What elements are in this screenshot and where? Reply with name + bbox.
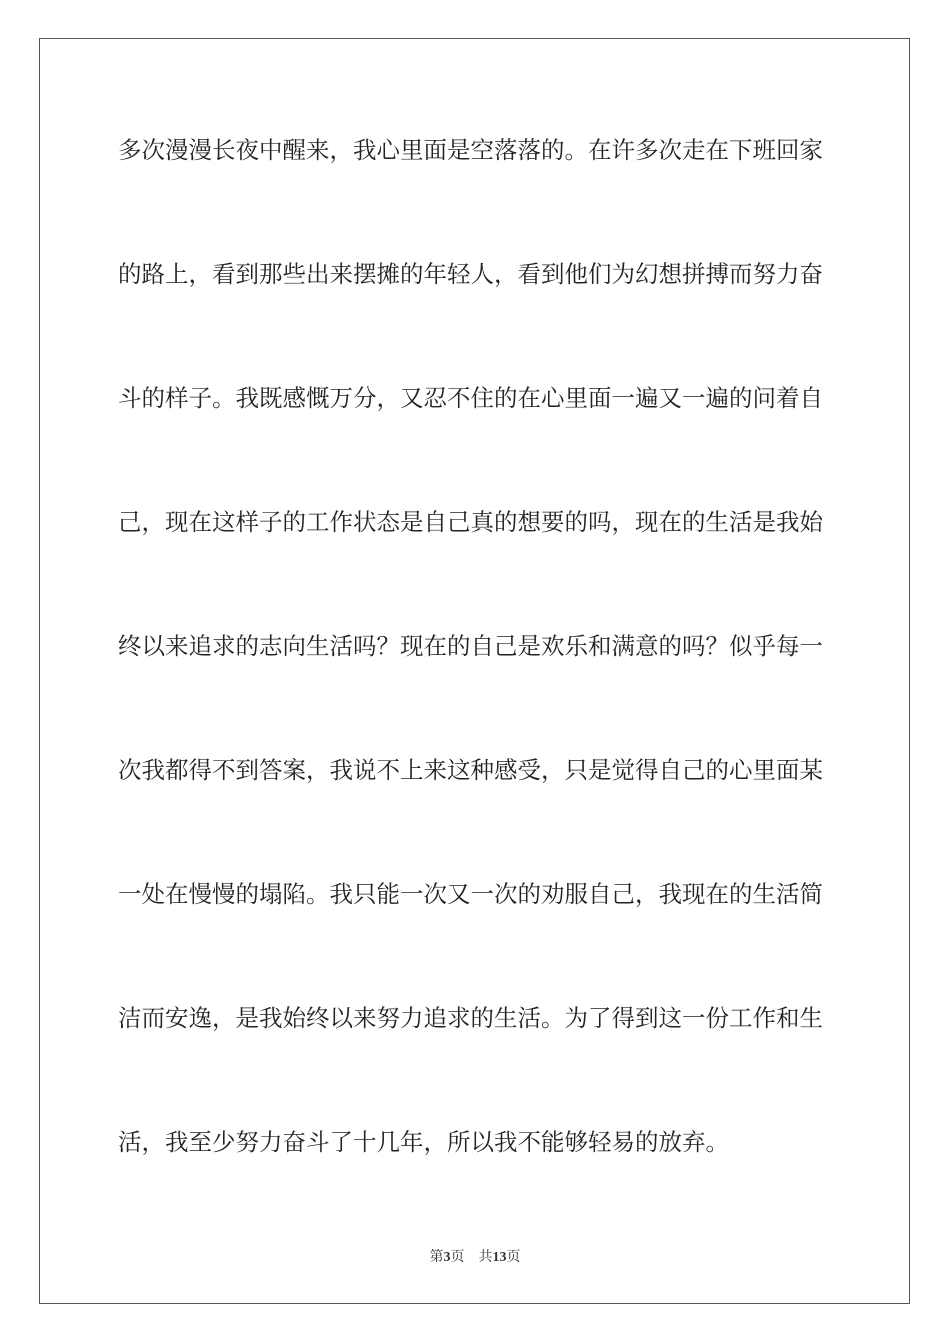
page-border <box>39 38 910 1304</box>
page-prefix: 第 <box>429 1249 444 1265</box>
text-line: 活，我至少努力奋斗了十几年，所以我不能够轻易的放弃。 <box>118 1128 729 1156</box>
total-suffix: 页 <box>506 1249 521 1265</box>
total-prefix: 共 <box>478 1249 493 1265</box>
text-line: 一处在慢慢的塌陷。我只能一次又一次的劝服自己，我现在的生活简 <box>118 880 823 908</box>
text-line: 终以来追求的志向生活吗？现在的自己是欢乐和满意的吗？似乎每一 <box>118 632 823 660</box>
text-line: 的路上，看到那些出来摆摊的年轻人，看到他们为幻想拼搏而努力奋 <box>118 260 823 288</box>
page-suffix: 页 <box>450 1249 465 1265</box>
page-footer <box>0 1246 950 1266</box>
text-line: 多次漫漫长夜中醒来，我心里面是空落落的。在许多次走在下班回家 <box>118 136 823 164</box>
text-line: 己，现在这样子的工作状态是自己真的想要的吗，现在的生活是我始 <box>118 508 823 536</box>
text-line: 洁而安逸，是我始终以来努力追求的生活。为了得到这一份工作和生 <box>118 1004 823 1032</box>
total-pages: 13 <box>492 1250 507 1265</box>
text-line: 次我都得不到答案，我说不上来这种感受，只是觉得自己的心里面某 <box>118 756 823 784</box>
text-line: 斗的样子。我既感慨万分，又忍不住的在心里面一遍又一遍的问着自 <box>118 384 823 412</box>
page-number: 3 <box>443 1250 451 1265</box>
